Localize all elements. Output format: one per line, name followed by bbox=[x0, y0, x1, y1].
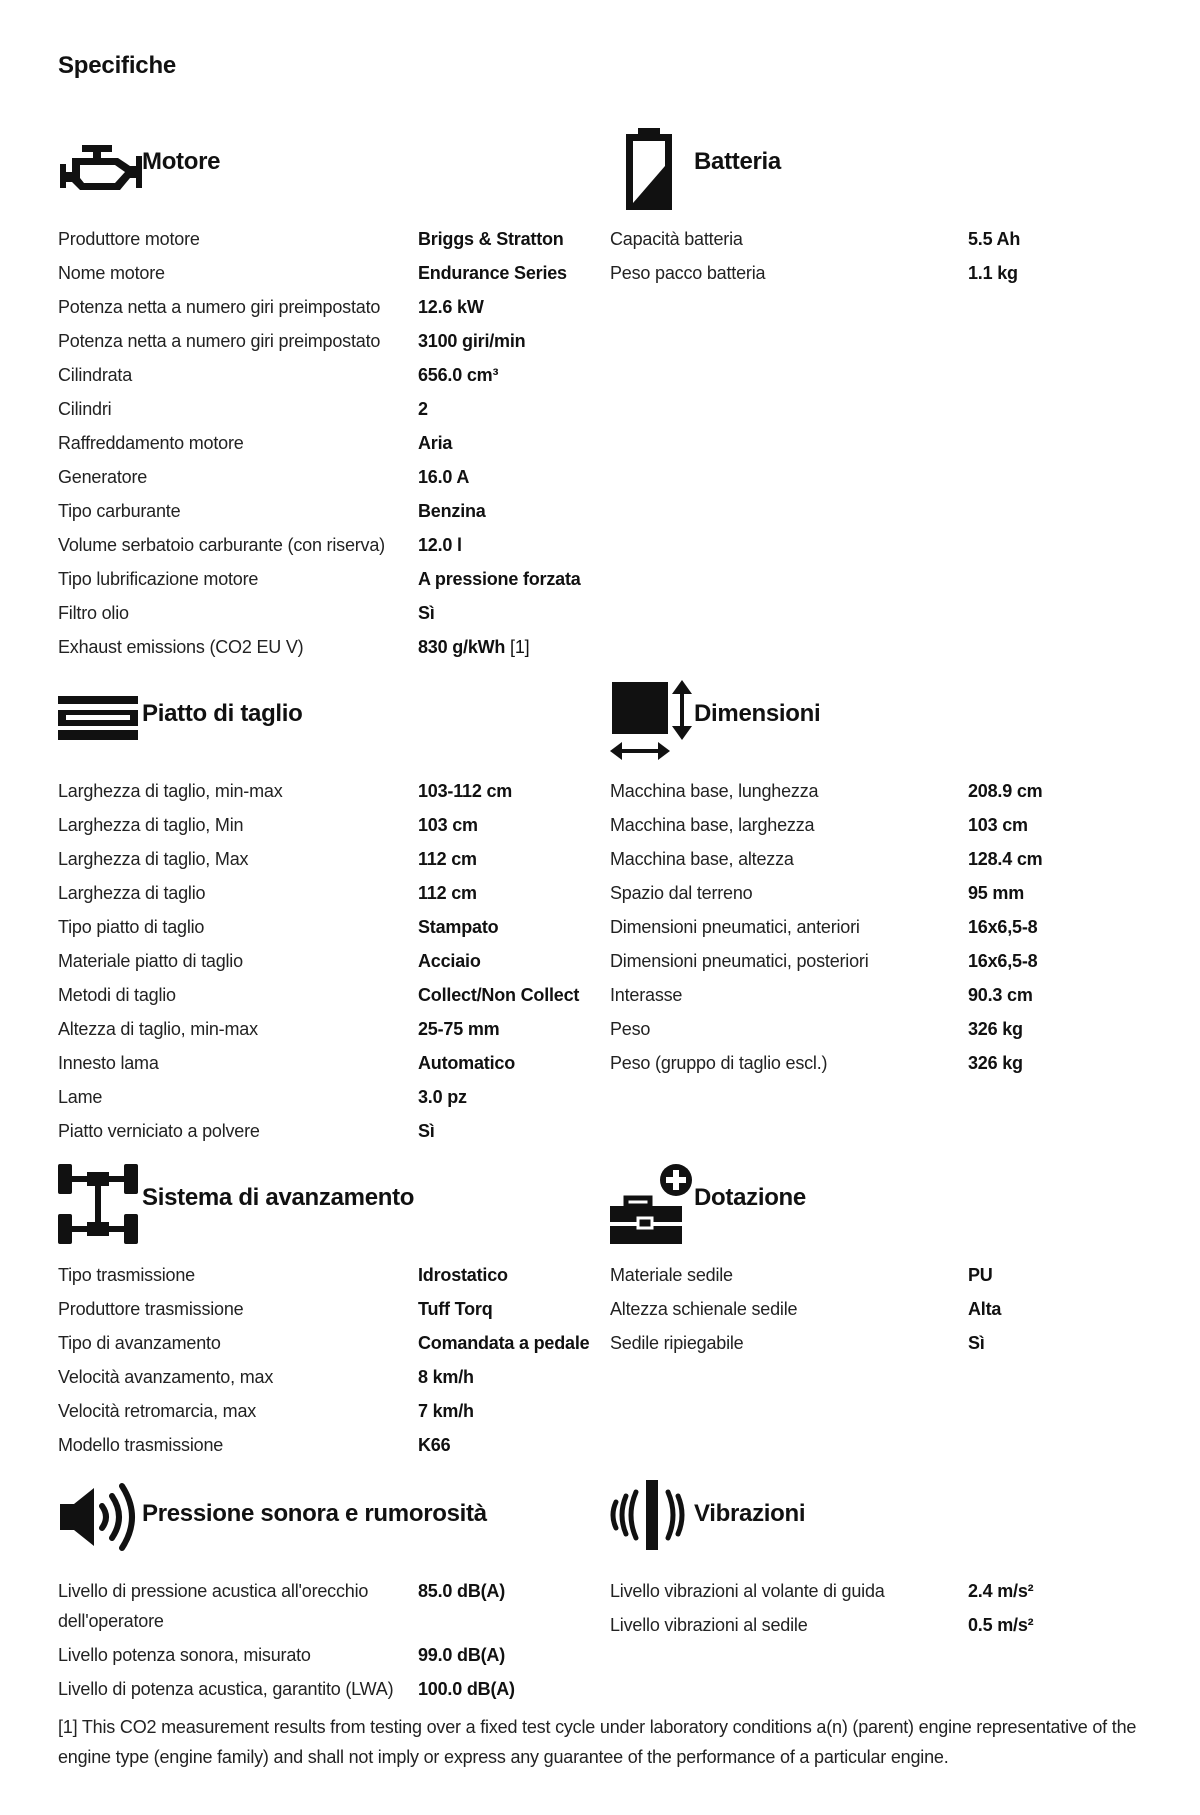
spec-value: Stampato bbox=[418, 917, 499, 937]
spec-row bbox=[58, 844, 618, 878]
spec-label: Cilindrata bbox=[58, 365, 133, 385]
spec-value: 103 cm bbox=[968, 815, 1028, 835]
spec-value: Collect/Non Collect bbox=[418, 985, 580, 1005]
spec-row bbox=[58, 258, 618, 292]
spec-value: 12.6 kW bbox=[418, 297, 484, 317]
spec-value: 103 cm bbox=[418, 815, 478, 835]
spec-row bbox=[58, 1396, 618, 1430]
spec-row bbox=[58, 1048, 618, 1082]
section-title-pressione: Pressione sonora e rumorosità bbox=[142, 1500, 487, 1527]
spec-label: Potenza netta a numero giri preimpostato bbox=[58, 297, 381, 317]
spec-value-text: 830 g/kWh bbox=[418, 637, 506, 657]
spec-row bbox=[58, 1294, 618, 1328]
spec-row bbox=[58, 496, 618, 530]
spec-label: Raffreddamento motore bbox=[58, 433, 244, 453]
spec-list-avanzamento bbox=[58, 1260, 618, 1464]
spec-value: Endurance Series bbox=[418, 263, 567, 283]
speaker-icon bbox=[58, 1480, 142, 1556]
section-title-avanzamento: Sistema di avanzamento bbox=[142, 1184, 415, 1211]
section-title-batteria: Batteria bbox=[694, 148, 781, 175]
spec-row bbox=[610, 980, 1170, 1014]
spec-row bbox=[58, 1082, 618, 1116]
spec-label: Livello potenza sonora, misurato bbox=[58, 1645, 311, 1665]
spec-label: Potenza netta a numero giri preimpostato bbox=[58, 331, 381, 351]
spec-value: 5.5 Ah bbox=[968, 229, 1021, 249]
spec-label: Cilindri bbox=[58, 399, 112, 419]
spec-row bbox=[58, 462, 618, 496]
spec-value: 208.9 cm bbox=[968, 781, 1043, 801]
spec-list-pressione bbox=[58, 1576, 618, 1708]
section-title-motore: Motore bbox=[142, 148, 221, 175]
spec-row bbox=[58, 1328, 618, 1362]
spec-label: Tipo piatto di taglio bbox=[58, 917, 205, 937]
spec-label: Dimensioni pneumatici, posteriori bbox=[610, 951, 869, 971]
spec-value: K66 bbox=[418, 1435, 451, 1455]
spec-row bbox=[610, 1048, 1170, 1082]
spec-row bbox=[610, 1328, 1170, 1362]
spec-row bbox=[610, 258, 1170, 292]
section-dotazione bbox=[610, 1164, 1130, 1353]
section-motore bbox=[58, 128, 581, 657]
spec-list-dotazione bbox=[610, 1260, 1170, 1362]
spec-value: Tuff Torq bbox=[418, 1299, 493, 1319]
section-title-vibrazioni: Vibrazioni bbox=[694, 1500, 806, 1527]
spec-row bbox=[58, 946, 618, 980]
spec-value: Briggs & Stratton bbox=[418, 229, 564, 249]
vibration-icon bbox=[610, 1480, 694, 1550]
spec-value: 95 mm bbox=[968, 883, 1025, 903]
spec-value: 12.0 l bbox=[418, 535, 462, 555]
spec-row bbox=[58, 428, 618, 462]
spec-row bbox=[58, 1260, 618, 1294]
spec-row bbox=[58, 912, 618, 946]
spec-label: Livello di potenza acustica, garantito (LWA) bbox=[58, 1679, 394, 1699]
spec-label: Livello vibrazioni al volante di guida bbox=[610, 1581, 885, 1601]
spec-label: Filtro olio bbox=[58, 603, 129, 623]
spec-value: 0.5 m/s² bbox=[968, 1615, 1034, 1635]
spec-row bbox=[58, 1430, 618, 1464]
spec-value: 2 bbox=[418, 399, 428, 419]
spec-label: Exhaust emissions (CO2 EU V) bbox=[58, 637, 304, 657]
spec-label: Larghezza di taglio, min-max bbox=[58, 781, 283, 801]
footnote: [1] This CO2 measurement results from testing over a fixed test cycle under laboratory conditions a(n) (parent) engine representative of the engine type (engine family) and shall not imply or express any guarantee of the performance of a particular engine. bbox=[58, 1717, 1137, 1767]
spec-label: Interasse bbox=[610, 985, 683, 1005]
spec-value: Benzina bbox=[418, 501, 486, 521]
spec-label: Tipo trasmissione bbox=[58, 1265, 195, 1285]
spec-label: Innesto lama bbox=[58, 1053, 159, 1073]
spec-label: Peso bbox=[610, 1019, 651, 1039]
spec-label: Macchina base, larghezza bbox=[610, 815, 815, 835]
spec-label: Peso pacco batteria bbox=[610, 263, 766, 283]
spec-value: 2.4 m/s² bbox=[968, 1581, 1034, 1601]
spec-row bbox=[58, 878, 618, 912]
spec-list-motore bbox=[58, 224, 618, 666]
spec-label: Tipo di avanzamento bbox=[58, 1333, 221, 1353]
spec-value: 112 cm bbox=[418, 883, 477, 903]
spec-value: Comandata a pedale bbox=[418, 1333, 590, 1353]
spec-label: Macchina base, altezza bbox=[610, 849, 794, 869]
spec-label: Spazio dal terreno bbox=[610, 883, 753, 903]
spec-label: Lame bbox=[58, 1087, 103, 1107]
spec-row bbox=[58, 1116, 618, 1150]
spec-label: Velocità avanzamento, max bbox=[58, 1367, 274, 1387]
spec-label: Volume serbatoio carburante (con riserva) bbox=[58, 535, 385, 555]
section-title-dimensioni: Dimensioni bbox=[694, 700, 821, 727]
spec-value: A pressione forzata bbox=[418, 569, 581, 589]
spec-value: PU bbox=[968, 1265, 993, 1285]
spec-value: Alta bbox=[968, 1299, 1002, 1319]
page-title: Specifiche bbox=[58, 52, 177, 79]
spec-value: 8 km/h bbox=[418, 1367, 474, 1387]
spec-list-piatto bbox=[58, 776, 618, 1150]
spec-row bbox=[610, 878, 1170, 912]
spec-row bbox=[58, 292, 618, 326]
spec-label: Produttore trasmissione bbox=[58, 1299, 244, 1319]
spec-label: Materiale sedile bbox=[610, 1265, 733, 1285]
spec-label: Modello trasmissione bbox=[58, 1435, 224, 1455]
spec-row bbox=[58, 1362, 618, 1396]
spec-row bbox=[58, 1640, 618, 1674]
spec-value: 656.0 cm³ bbox=[418, 365, 499, 385]
toolbox-plus-icon bbox=[610, 1164, 694, 1248]
spec-list-vibrazioni bbox=[610, 1576, 1170, 1644]
spec-value: 16.0 A bbox=[418, 467, 470, 487]
cutting-deck-icon bbox=[58, 696, 140, 742]
spec-row bbox=[58, 776, 618, 810]
spec-row bbox=[610, 1014, 1170, 1048]
spec-row bbox=[610, 1260, 1170, 1294]
spec-value: 100.0 dB(A) bbox=[418, 1679, 515, 1699]
spec-value: Sì bbox=[968, 1333, 985, 1353]
section-sistema-di-avanzamento bbox=[58, 1164, 590, 1455]
spec-label: Dimensioni pneumatici, anteriori bbox=[610, 917, 860, 937]
spec-value: 16x6,5-8 bbox=[968, 917, 1038, 937]
spec-value: 112 cm bbox=[418, 849, 477, 869]
spec-value: 99.0 dB(A) bbox=[418, 1645, 506, 1665]
spec-label: Larghezza di taglio, Min bbox=[58, 815, 244, 835]
spec-row bbox=[610, 1294, 1170, 1328]
spec-row bbox=[610, 844, 1170, 878]
spec-row bbox=[610, 912, 1170, 946]
spec-value: 85.0 dB(A) bbox=[418, 1581, 506, 1601]
spec-label: Metodi di taglio bbox=[58, 985, 176, 1005]
spec-row bbox=[610, 1576, 1170, 1610]
spec-row bbox=[610, 776, 1170, 810]
section-dimensioni bbox=[610, 680, 1130, 1073]
spec-label: Larghezza di taglio bbox=[58, 883, 206, 903]
section-title-dotazione: Dotazione bbox=[694, 1184, 806, 1211]
spec-row bbox=[58, 1576, 618, 1640]
spec-value: 3100 giri/min bbox=[418, 331, 526, 351]
spec-row bbox=[58, 810, 618, 844]
spec-row bbox=[58, 1674, 618, 1708]
spec-row bbox=[58, 394, 618, 428]
spec-row bbox=[58, 632, 618, 666]
spec-label: Capacità batteria bbox=[610, 229, 743, 249]
spec-label: Piatto verniciato a polvere bbox=[58, 1121, 260, 1141]
spec-row bbox=[610, 1610, 1170, 1644]
spec-row bbox=[58, 360, 618, 394]
spec-row bbox=[58, 224, 618, 258]
spec-value: Idrostatico bbox=[418, 1265, 508, 1285]
engine-icon bbox=[58, 142, 142, 198]
spec-value: Sì bbox=[418, 1121, 435, 1141]
spec-value: 90.3 cm bbox=[968, 985, 1033, 1005]
spec-label: Produttore motore bbox=[58, 229, 200, 249]
section-title-piatto: Piatto di taglio bbox=[142, 700, 303, 727]
spec-label: Generatore bbox=[58, 467, 148, 487]
spec-value: 25-75 mm bbox=[418, 1019, 500, 1039]
spec-value: Aria bbox=[418, 433, 453, 453]
spec-value: 326 kg bbox=[968, 1019, 1023, 1039]
spec-value: 7 km/h bbox=[418, 1401, 474, 1421]
spec-value: 103-112 cm bbox=[418, 781, 513, 801]
spec-row bbox=[58, 564, 618, 598]
section-pressione-sonora bbox=[58, 1480, 578, 1699]
section-vibrazioni bbox=[610, 1480, 1130, 1635]
spec-label: Velocità retromarcia, max bbox=[58, 1401, 257, 1421]
spec-row bbox=[58, 530, 618, 564]
spec-row bbox=[610, 946, 1170, 980]
dimensions-icon bbox=[610, 680, 694, 762]
spec-list-batteria bbox=[610, 224, 1170, 292]
spec-list-dimensioni bbox=[610, 776, 1170, 1082]
spec-label: Altezza schienale sedile bbox=[610, 1299, 798, 1319]
spec-value: 3.0 pz bbox=[418, 1087, 467, 1107]
spec-label: Materiale piatto di taglio bbox=[58, 951, 243, 971]
spec-row bbox=[58, 980, 618, 1014]
drivetrain-icon bbox=[58, 1164, 140, 1246]
spec-label: Sedile ripiegabile bbox=[610, 1333, 744, 1353]
spec-value: 326 kg bbox=[968, 1053, 1023, 1073]
spec-row bbox=[58, 1014, 618, 1048]
spec-value: Sì bbox=[418, 603, 435, 623]
footnote-ref: [1] bbox=[505, 637, 530, 657]
section-batteria bbox=[610, 128, 1130, 283]
spec-value: 128.4 cm bbox=[968, 849, 1043, 869]
spec-value: Automatico bbox=[418, 1053, 516, 1073]
spec-value: 1.1 kg bbox=[968, 263, 1018, 283]
spec-value bbox=[418, 632, 628, 662]
spec-label: Tipo lubrificazione motore bbox=[58, 569, 259, 589]
spec-label: Tipo carburante bbox=[58, 501, 181, 521]
spec-value: 16x6,5-8 bbox=[968, 951, 1038, 971]
spec-label: Macchina base, lunghezza bbox=[610, 781, 819, 801]
spec-label: Livello di pressione acustica all'orecchio dell'operatore bbox=[58, 1581, 369, 1631]
spec-label: Nome motore bbox=[58, 263, 165, 283]
spec-row bbox=[610, 224, 1170, 258]
spec-label: Altezza di taglio, min-max bbox=[58, 1019, 258, 1039]
spec-label: Larghezza di taglio, Max bbox=[58, 849, 249, 869]
battery-icon bbox=[624, 128, 676, 212]
spec-label: Livello vibrazioni al sedile bbox=[610, 1615, 808, 1635]
spec-value: Acciaio bbox=[418, 951, 481, 971]
spec-row bbox=[58, 326, 618, 360]
spec-label: Peso (gruppo di taglio escl.) bbox=[610, 1053, 828, 1073]
section-piatto-di-taglio bbox=[58, 680, 580, 1141]
spec-row bbox=[610, 810, 1170, 844]
spec-row bbox=[58, 598, 618, 632]
